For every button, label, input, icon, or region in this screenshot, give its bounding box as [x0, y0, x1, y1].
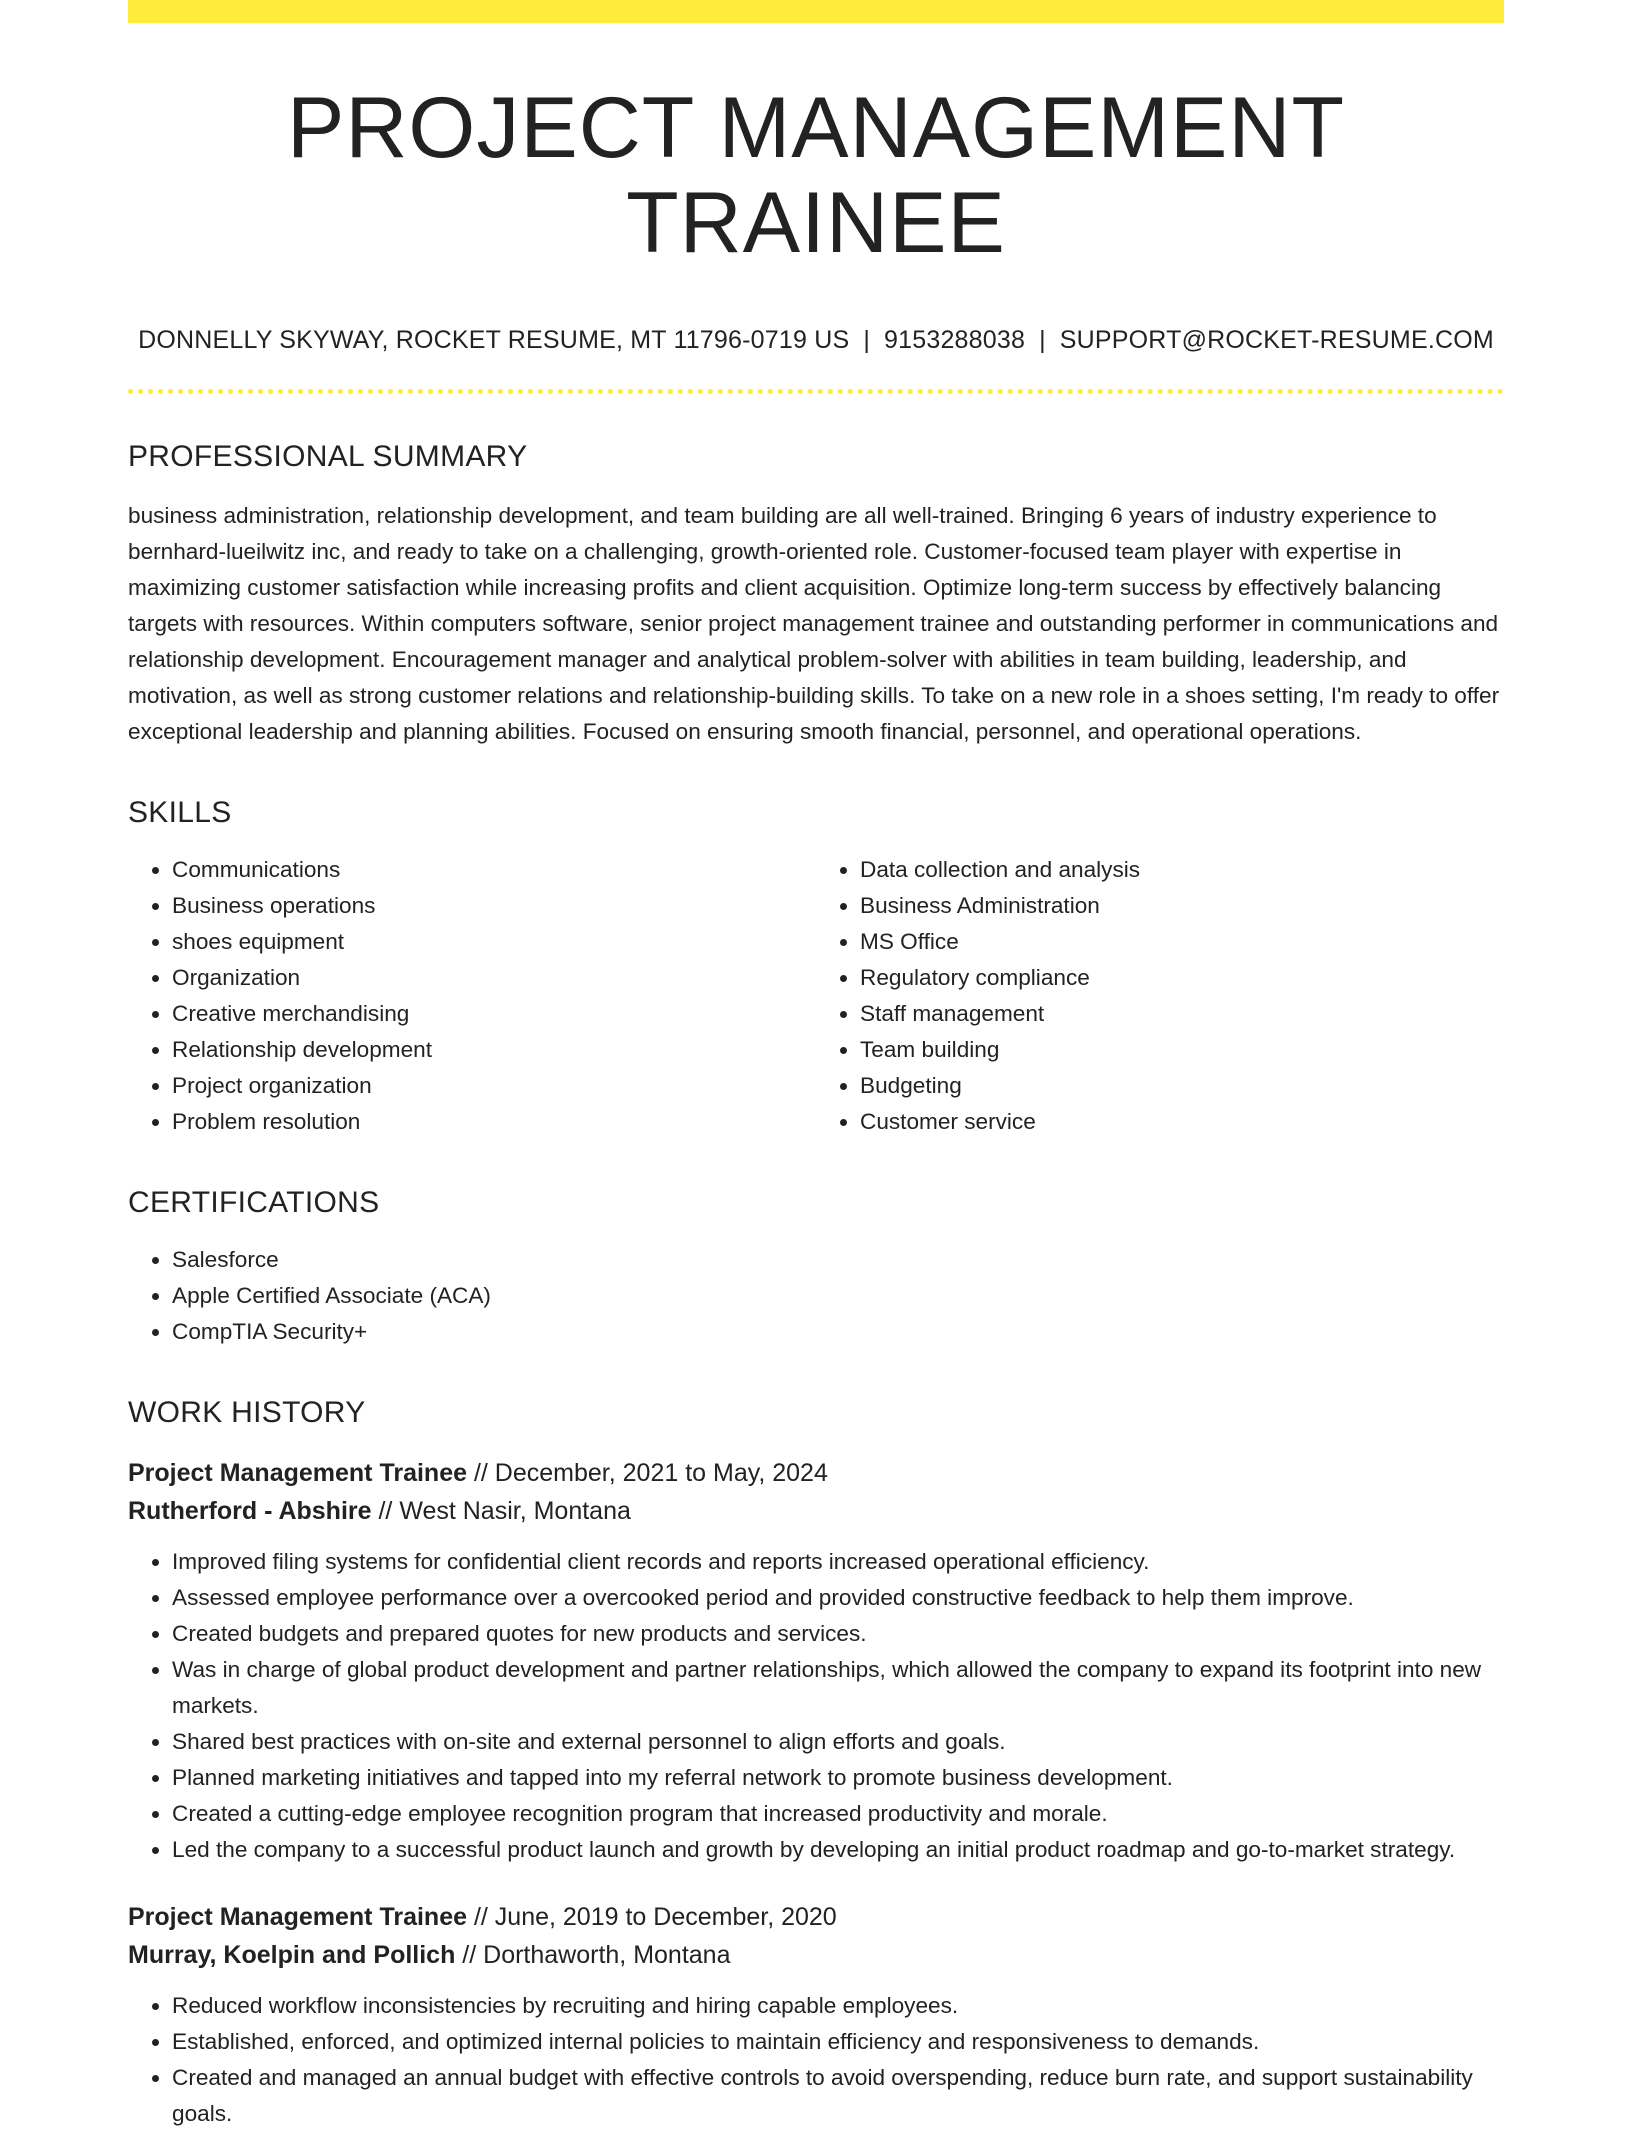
certification-item: • Salesforce [172, 1242, 1504, 1278]
contact-phone: 9153288038 [884, 326, 1026, 355]
skills-list-right [816, 852, 1504, 1140]
job-duty-item: • Shared best practices with on-site and external personnel to align efforts and goals. [172, 1724, 1504, 1760]
skill-item: • Business Administration [860, 888, 1504, 924]
summary-paragraph: business administration, relationship development, and team building are all well-trained. Bringing 6 years of industry experience to bernhard-lueilwitz inc, and ready to take on a challenging, growth-oriented role. Customer-focused team player with expertise in maximizing customer satisfaction while increasing profits and client acquisition. Optimize long-term success by effectively balancing targets with resources. Within computers software, senior project management trainee and outstanding performer in communications and relationship development. Encouragement manager and analytical problem-solver with abilities in team building, leadership, and motivation, as well as strong customer relations and relationship-building skills. To take on a new role in a shoes setting, I'm ready to offer exceptional leadership and planning abilities. Focused on ensuring smooth financial, personnel, and operational operations. [128, 503, 1500, 745]
job-dates: // December, 2021 to May, 2024 [467, 1459, 828, 1488]
section-heading-summary: PROFESSIONAL SUMMARY [128, 440, 528, 474]
job-location: // West Nasir, Montana [371, 1497, 631, 1526]
skill-item: • MS Office [860, 924, 1504, 960]
job-company-line [128, 1936, 1504, 1974]
dotted-divider [128, 389, 1504, 394]
job-company: Murray, Koelpin and Pollich [128, 1941, 456, 1970]
certification-item: • Apple Certified Associate (ACA) [172, 1278, 1504, 1314]
certification-item: • CompTIA Security+ [172, 1314, 1504, 1350]
job-title-line [128, 1898, 1504, 1936]
job-dates: // June, 2019 to December, 2020 [467, 1903, 837, 1932]
job-title-line [128, 1454, 1504, 1492]
resume-page [128, 0, 1504, 2132]
work-history-section [128, 1396, 1504, 2132]
skill-item: • Budgeting [860, 1068, 1504, 1104]
job-duty-item: • Established, enforced, and optimized internal policies to maintain efficiency and responsiveness to demands. [172, 2024, 1504, 2060]
contact-separator: | [1039, 326, 1046, 355]
resume-title: PROJECT MANAGEMENT TRAINEE [286, 80, 1346, 271]
job-duties-list [128, 1544, 1504, 1868]
contact-address: DONNELLY SKYWAY, ROCKET RESUME, MT 11796-0719 US [138, 326, 850, 355]
job-company: Rutherford - Abshire [128, 1497, 372, 1526]
skill-item: • Team building [860, 1032, 1504, 1068]
job-duties-list [128, 1988, 1504, 2132]
skills-list-left [128, 852, 816, 1140]
skill-item: • Customer service [860, 1104, 1504, 1140]
skill-item: • Problem resolution [172, 1104, 816, 1140]
job-duty-item: • Reduced workflow inconsistencies by recruiting and hiring capable employees. [172, 1988, 1504, 2024]
skill-item: • Data collection and analysis [860, 852, 1504, 888]
section-heading-work-history: WORK HISTORY [128, 1396, 366, 1430]
job-location: // Dorthaworth, Montana [455, 1941, 731, 1970]
skills-section [128, 796, 1504, 1140]
job-duty-item: • Improved filing systems for confidential client records and reports increased operational efficiency. [172, 1544, 1504, 1580]
skill-item: • Relationship development [172, 1032, 816, 1068]
job-duty-item: • Created budgets and prepared quotes for new products and services. [172, 1616, 1504, 1652]
job-title: Project Management Trainee [128, 1459, 468, 1488]
skill-item: • Communications [172, 852, 816, 888]
job-duty-item: • Was in charge of global product development and partner relationships, which allowed the company to expand its footprint into new markets. [172, 1652, 1504, 1724]
certifications-list [128, 1242, 1504, 1350]
section-heading-certifications: CERTIFICATIONS [128, 1186, 380, 1220]
job-entry [128, 1454, 1504, 1868]
job-duty-item: • Created and managed an annual budget with effective controls to avoid overspending, reduce burn rate, and support sustainability goals. [172, 2060, 1504, 2132]
job-duty-item: • Created a cutting-edge employee recognition program that increased productivity and morale. [172, 1796, 1504, 1832]
skill-item: • Organization [172, 960, 816, 996]
job-duty-item: • Led the company to a successful product launch and growth by developing an initial product roadmap and go-to-market strategy. [172, 1832, 1504, 1868]
skill-item: • shoes equipment [172, 924, 816, 960]
skills-grid [128, 852, 1504, 1140]
job-duty-item: • Assessed employee performance over a overcooked period and provided constructive feedback to help them improve. [172, 1580, 1504, 1616]
skill-item: • Creative merchandising [172, 996, 816, 1032]
job-entry [128, 1898, 1504, 2132]
contact-line [128, 326, 1504, 355]
contact-separator: | [863, 326, 871, 355]
skill-item: • Project organization [172, 1068, 816, 1104]
contact-email: SUPPORT@ROCKET-RESUME.COM [1059, 326, 1494, 355]
section-heading-skills: SKILLS [128, 796, 232, 830]
skill-item: • Regulatory compliance [860, 960, 1504, 996]
job-duty-item: • Planned marketing initiatives and tapped into my referral network to promote business development. [172, 1760, 1504, 1796]
professional-summary-section [128, 440, 1504, 750]
job-title: Project Management Trainee [128, 1903, 468, 1932]
skill-item: • Staff management [860, 996, 1504, 1032]
skill-item: • Business operations [172, 888, 816, 924]
accent-top-bar [128, 0, 1504, 23]
certifications-section [128, 1186, 1504, 1350]
job-company-line [128, 1492, 1504, 1530]
